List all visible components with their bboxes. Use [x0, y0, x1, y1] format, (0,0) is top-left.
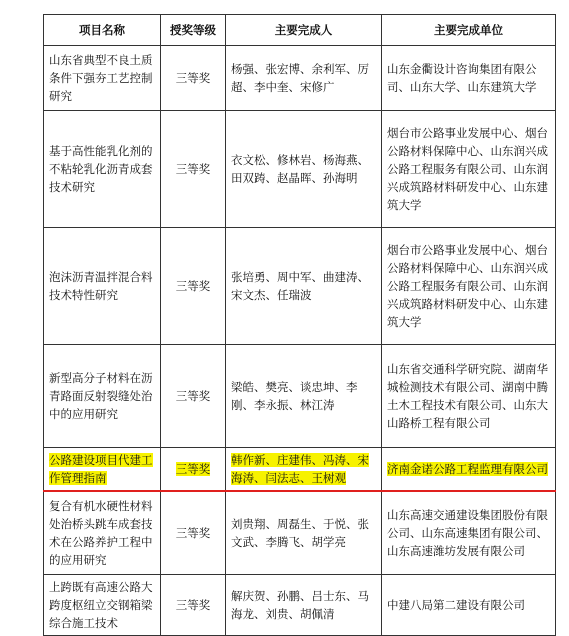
units-cell: 烟台市公路事业发展中心、烟台公路材料保障中心、山东润兴成公路工程服务有限公司、山东润兴成筑路材料研发中心、山东建筑大学: [382, 111, 556, 228]
highlighted-text: 济南金诺公路工程监理有限公司: [387, 462, 548, 476]
table-header-row: [44, 15, 556, 46]
awards-sheet: [43, 14, 555, 636]
header-project-name: 项目名称: [44, 15, 161, 46]
contributors-cell: 杨强、张宏博、余利军、厉超、李中奎、宋修广: [226, 46, 382, 111]
table-row: [44, 575, 556, 636]
header-award-level: 授奖等级: [161, 15, 226, 46]
header-main-contributors: 主要完成人: [226, 15, 382, 46]
table-row: [44, 111, 556, 228]
awards-table: [43, 14, 556, 636]
units-cell: 山东省交通科学研究院、湖南华城检测技术有限公司、湖南中腾土木工程技术有限公司、山东大山路桥工程有限公司: [382, 345, 556, 448]
units-cell: 山东金衢设计咨询集团有限公司、山东大学、山东建筑大学: [382, 46, 556, 111]
project-name-cell: 上跨既有高速公路大跨度枢纽立交钢箱梁综合施工技术: [44, 575, 161, 636]
contributors-cell: 衣文松、修林岩、杨海燕、田双踌、赵晶晖、孙海明: [226, 111, 382, 228]
contributors-cell: [226, 448, 382, 492]
table-row: [44, 46, 556, 111]
award-level-cell: 三等奖: [161, 46, 226, 111]
table-row-highlighted: [44, 448, 556, 492]
project-name-cell: 山东省典型不良土质条件下强夯工艺控制研究: [44, 46, 161, 111]
table-row: [44, 491, 556, 575]
units-cell: 烟台市公路事业发展中心、烟台公路材料保障中心、山东润兴成公路工程服务有限公司、山东润兴成筑路材料研发中心、山东建筑大学: [382, 228, 556, 345]
header-main-units: 主要完成单位: [382, 15, 556, 46]
contributors-cell: 解庆贺、孙鹏、吕士东、马海龙、刘贵、胡佩清: [226, 575, 382, 636]
contributors-cell: 梁皓、樊亮、谈忠坤、李刚、李永振、林江涛: [226, 345, 382, 448]
units-cell: 中建八局第二建设有限公司: [382, 575, 556, 636]
contributors-cell: 刘贵翔、周磊生、于悦、张文武、李腾飞、胡学亮: [226, 491, 382, 575]
table-row: [44, 345, 556, 448]
project-name-cell: [44, 448, 161, 492]
project-name-cell: 泡沫沥青温拌混合料技术特性研究: [44, 228, 161, 345]
units-cell: 山东高速交通建设集团股份有限公司、山东高速集团有限公司、山东高速潍坊发展有限公司: [382, 491, 556, 575]
award-level-cell: [161, 448, 226, 492]
units-cell: [382, 448, 556, 492]
award-level-cell: 三等奖: [161, 228, 226, 345]
table-row: [44, 228, 556, 345]
project-name-cell: 基于高性能乳化剂的不粘轮乳化沥青成套技术研究: [44, 111, 161, 228]
highlighted-text: 公路建设项目代建工作管理指南: [49, 453, 153, 485]
award-level-cell: 三等奖: [161, 491, 226, 575]
contributors-cell: 张培勇、周中军、曲建涛、宋文杰、任瑞波: [226, 228, 382, 345]
highlighted-text: 三等奖: [175, 462, 211, 476]
project-name-cell: 新型高分子材料在沥青路面反射裂缝处治中的应用研究: [44, 345, 161, 448]
award-level-cell: 三等奖: [161, 111, 226, 228]
award-level-cell: 三等奖: [161, 345, 226, 448]
highlighted-text: 韩作新、庄建伟、冯涛、宋海涛、闫法志、王树观: [231, 453, 369, 485]
award-level-cell: 三等奖: [161, 575, 226, 636]
project-name-cell: 复合有机水硬性材料处治桥头跳车成套技术在公路养护工程中的应用研究: [44, 491, 161, 575]
